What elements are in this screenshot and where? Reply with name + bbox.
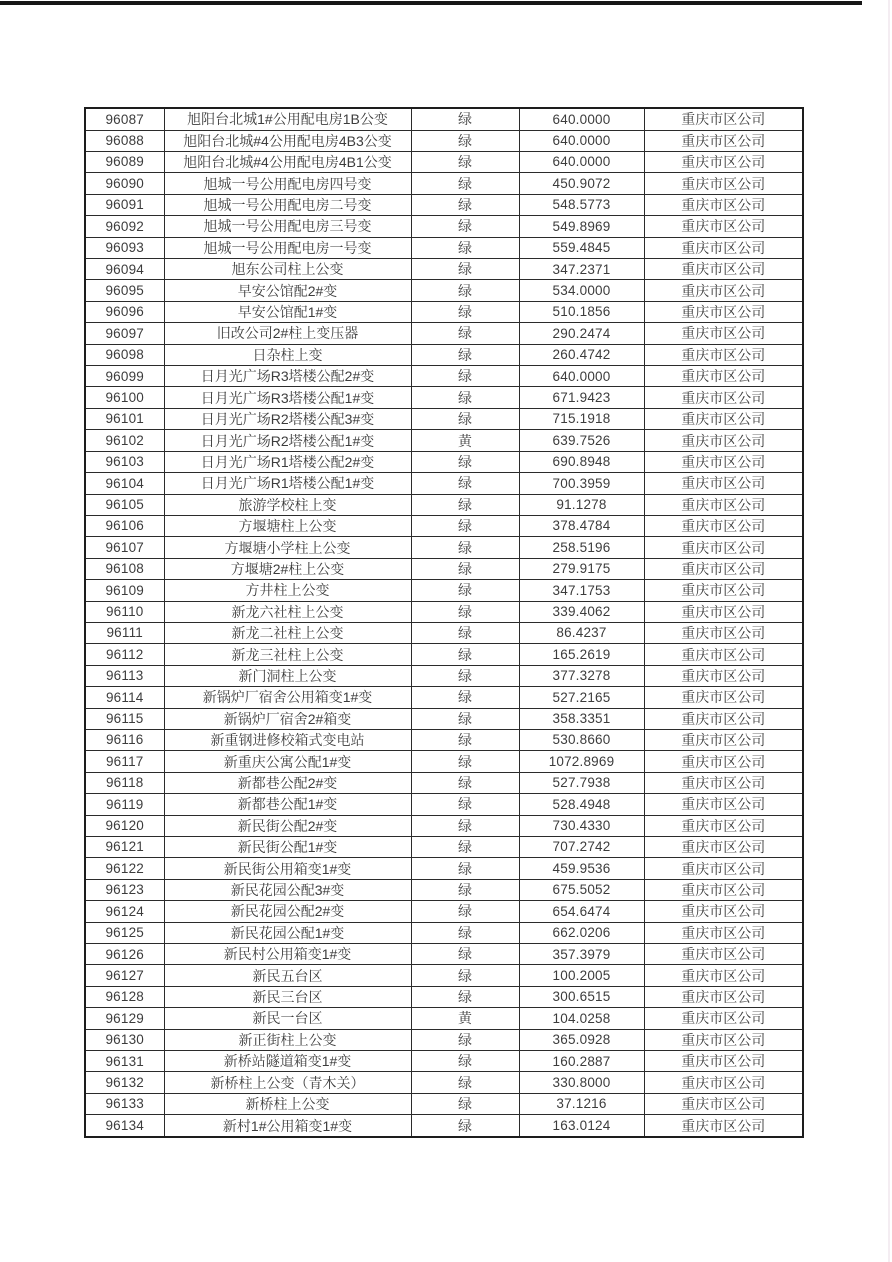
cell-status: 绿 bbox=[411, 344, 519, 365]
cell-name: 新民五台区 bbox=[164, 965, 411, 986]
cell-capacity: 347.2371 bbox=[519, 259, 644, 280]
table-row bbox=[85, 558, 803, 579]
cell-id: 96127 bbox=[85, 965, 164, 986]
table-row bbox=[85, 173, 803, 194]
cell-status: 绿 bbox=[411, 922, 519, 943]
cell-company: 重庆市区公司 bbox=[644, 451, 803, 472]
cell-capacity: 258.5196 bbox=[519, 537, 644, 558]
table-row bbox=[85, 580, 803, 601]
cell-name: 新锅炉厂宿舍公用箱变1#变 bbox=[164, 687, 411, 708]
cell-capacity: 640.0000 bbox=[519, 152, 644, 173]
cell-capacity: 165.2619 bbox=[519, 644, 644, 665]
table-row bbox=[85, 665, 803, 686]
table-row bbox=[85, 601, 803, 622]
cell-status: 黄 bbox=[411, 1008, 519, 1029]
cell-name: 方井柱上公变 bbox=[164, 580, 411, 601]
cell-capacity: 527.7938 bbox=[519, 772, 644, 793]
cell-name: 旭东公司柱上公变 bbox=[164, 259, 411, 280]
cell-status: 绿 bbox=[411, 622, 519, 643]
cell-name: 日月光广场R2塔楼公配1#变 bbox=[164, 430, 411, 451]
cell-company: 重庆市区公司 bbox=[644, 280, 803, 301]
cell-name: 方堰塘柱上公变 bbox=[164, 515, 411, 536]
cell-company: 重庆市区公司 bbox=[644, 1093, 803, 1114]
cell-id: 96109 bbox=[85, 580, 164, 601]
cell-name: 新门洞柱上公变 bbox=[164, 665, 411, 686]
cell-id: 96092 bbox=[85, 216, 164, 237]
cell-status: 绿 bbox=[411, 1072, 519, 1093]
cell-id: 96091 bbox=[85, 194, 164, 215]
cell-capacity: 548.5773 bbox=[519, 194, 644, 215]
cell-id: 96093 bbox=[85, 237, 164, 258]
cell-name: 新桥柱上公变 bbox=[164, 1093, 411, 1114]
cell-name: 新民街公用箱变1#变 bbox=[164, 858, 411, 879]
cell-capacity: 1072.8969 bbox=[519, 751, 644, 772]
cell-company: 重庆市区公司 bbox=[644, 537, 803, 558]
cell-capacity: 279.9175 bbox=[519, 558, 644, 579]
cell-capacity: 640.0000 bbox=[519, 130, 644, 151]
cell-id: 96096 bbox=[85, 301, 164, 322]
cell-capacity: 549.8969 bbox=[519, 216, 644, 237]
cell-name: 日月光广场R3塔楼公配2#变 bbox=[164, 366, 411, 387]
cell-id: 96111 bbox=[85, 622, 164, 643]
cell-capacity: 534.0000 bbox=[519, 280, 644, 301]
cell-status: 绿 bbox=[411, 323, 519, 344]
table-row bbox=[85, 108, 803, 130]
table-row bbox=[85, 622, 803, 643]
cell-name: 新重钢进修校箱式变电站 bbox=[164, 729, 411, 750]
cell-capacity: 290.2474 bbox=[519, 323, 644, 344]
cell-id: 96090 bbox=[85, 173, 164, 194]
cell-status: 绿 bbox=[411, 751, 519, 772]
cell-capacity: 559.4845 bbox=[519, 237, 644, 258]
cell-capacity: 640.0000 bbox=[519, 108, 644, 130]
cell-company: 重庆市区公司 bbox=[644, 130, 803, 151]
cell-capacity: 662.0206 bbox=[519, 922, 644, 943]
cell-name: 早安公馆配1#变 bbox=[164, 301, 411, 322]
table-row bbox=[85, 944, 803, 965]
table-container bbox=[84, 107, 804, 1138]
cell-status: 绿 bbox=[411, 729, 519, 750]
cell-capacity: 700.3959 bbox=[519, 473, 644, 494]
cell-name: 旭城一号公用配电房一号变 bbox=[164, 237, 411, 258]
cell-capacity: 91.1278 bbox=[519, 494, 644, 515]
cell-status: 绿 bbox=[411, 494, 519, 515]
table-row bbox=[85, 194, 803, 215]
table-row bbox=[85, 366, 803, 387]
cell-capacity: 690.8948 bbox=[519, 451, 644, 472]
cell-name: 日月光广场R2塔楼公配3#变 bbox=[164, 408, 411, 429]
cell-capacity: 347.1753 bbox=[519, 580, 644, 601]
cell-capacity: 459.9536 bbox=[519, 858, 644, 879]
table-row bbox=[85, 537, 803, 558]
table-row bbox=[85, 494, 803, 515]
cell-company: 重庆市区公司 bbox=[644, 323, 803, 344]
table-row bbox=[85, 387, 803, 408]
cell-id: 96123 bbox=[85, 879, 164, 900]
cell-status: 绿 bbox=[411, 944, 519, 965]
cell-status: 绿 bbox=[411, 194, 519, 215]
cell-capacity: 339.4062 bbox=[519, 601, 644, 622]
cell-capacity: 365.0928 bbox=[519, 1029, 644, 1050]
cell-company: 重庆市区公司 bbox=[644, 879, 803, 900]
cell-id: 96122 bbox=[85, 858, 164, 879]
cell-capacity: 357.3979 bbox=[519, 944, 644, 965]
cell-capacity: 330.8000 bbox=[519, 1072, 644, 1093]
table-row bbox=[85, 280, 803, 301]
cell-id: 96100 bbox=[85, 387, 164, 408]
table-row bbox=[85, 1051, 803, 1072]
cell-company: 重庆市区公司 bbox=[644, 751, 803, 772]
cell-company: 重庆市区公司 bbox=[644, 772, 803, 793]
cell-name: 新民花园公配3#变 bbox=[164, 879, 411, 900]
cell-id: 96095 bbox=[85, 280, 164, 301]
cell-id: 96094 bbox=[85, 259, 164, 280]
cell-id: 96119 bbox=[85, 794, 164, 815]
cell-capacity: 100.2005 bbox=[519, 965, 644, 986]
cell-id: 96124 bbox=[85, 901, 164, 922]
cell-name: 早安公馆配2#变 bbox=[164, 280, 411, 301]
cell-capacity: 671.9423 bbox=[519, 387, 644, 408]
cell-status: 绿 bbox=[411, 1051, 519, 1072]
cell-id: 96114 bbox=[85, 687, 164, 708]
cell-capacity: 530.8660 bbox=[519, 729, 644, 750]
scan-artifact-top-bar bbox=[0, 1, 862, 5]
cell-status: 绿 bbox=[411, 280, 519, 301]
cell-id: 96099 bbox=[85, 366, 164, 387]
table-body bbox=[85, 108, 803, 1137]
cell-status: 绿 bbox=[411, 130, 519, 151]
cell-company: 重庆市区公司 bbox=[644, 473, 803, 494]
cell-company: 重庆市区公司 bbox=[644, 794, 803, 815]
cell-id: 96097 bbox=[85, 323, 164, 344]
cell-capacity: 715.1918 bbox=[519, 408, 644, 429]
cell-id: 96134 bbox=[85, 1115, 164, 1137]
cell-name: 新锅炉厂宿舍2#箱变 bbox=[164, 708, 411, 729]
cell-company: 重庆市区公司 bbox=[644, 729, 803, 750]
cell-company: 重庆市区公司 bbox=[644, 408, 803, 429]
table-row bbox=[85, 259, 803, 280]
cell-id: 96125 bbox=[85, 922, 164, 943]
cell-status: 黄 bbox=[411, 430, 519, 451]
cell-id: 96121 bbox=[85, 837, 164, 858]
cell-name: 方堰塘2#柱上公变 bbox=[164, 558, 411, 579]
cell-name: 新正街柱上公变 bbox=[164, 1029, 411, 1050]
table-row bbox=[85, 515, 803, 536]
table-row bbox=[85, 473, 803, 494]
table-row bbox=[85, 837, 803, 858]
cell-id: 96089 bbox=[85, 152, 164, 173]
cell-name: 新都巷公配1#变 bbox=[164, 794, 411, 815]
cell-name: 旭阳台北城#4公用配电房4B3公变 bbox=[164, 130, 411, 151]
cell-status: 绿 bbox=[411, 772, 519, 793]
cell-id: 96126 bbox=[85, 944, 164, 965]
cell-name: 新都巷公配2#变 bbox=[164, 772, 411, 793]
table-row bbox=[85, 922, 803, 943]
cell-status: 绿 bbox=[411, 986, 519, 1007]
cell-company: 重庆市区公司 bbox=[644, 644, 803, 665]
cell-status: 绿 bbox=[411, 665, 519, 686]
cell-company: 重庆市区公司 bbox=[644, 922, 803, 943]
cell-id: 96130 bbox=[85, 1029, 164, 1050]
table-row bbox=[85, 301, 803, 322]
cell-company: 重庆市区公司 bbox=[644, 580, 803, 601]
cell-company: 重庆市区公司 bbox=[644, 152, 803, 173]
cell-company: 重庆市区公司 bbox=[644, 1008, 803, 1029]
cell-id: 96108 bbox=[85, 558, 164, 579]
cell-status: 绿 bbox=[411, 408, 519, 429]
cell-name: 新村1#公用箱变1#变 bbox=[164, 1115, 411, 1137]
cell-name: 日月光广场R3塔楼公配1#变 bbox=[164, 387, 411, 408]
cell-status: 绿 bbox=[411, 558, 519, 579]
cell-company: 重庆市区公司 bbox=[644, 815, 803, 836]
cell-name: 新龙二社柱上公变 bbox=[164, 622, 411, 643]
cell-status: 绿 bbox=[411, 837, 519, 858]
cell-company: 重庆市区公司 bbox=[644, 622, 803, 643]
cell-status: 绿 bbox=[411, 387, 519, 408]
cell-capacity: 510.1856 bbox=[519, 301, 644, 322]
cell-name: 旭城一号公用配电房四号变 bbox=[164, 173, 411, 194]
cell-id: 96128 bbox=[85, 986, 164, 1007]
cell-company: 重庆市区公司 bbox=[644, 965, 803, 986]
table-row bbox=[85, 1115, 803, 1137]
cell-id: 96103 bbox=[85, 451, 164, 472]
cell-status: 绿 bbox=[411, 708, 519, 729]
cell-company: 重庆市区公司 bbox=[644, 515, 803, 536]
cell-id: 96132 bbox=[85, 1072, 164, 1093]
cell-id: 96113 bbox=[85, 665, 164, 686]
table-row bbox=[85, 901, 803, 922]
cell-id: 96117 bbox=[85, 751, 164, 772]
cell-company: 重庆市区公司 bbox=[644, 858, 803, 879]
cell-name: 新民街公配1#变 bbox=[164, 837, 411, 858]
cell-status: 绿 bbox=[411, 580, 519, 601]
table-row bbox=[85, 708, 803, 729]
table-row bbox=[85, 344, 803, 365]
cell-name: 旭城一号公用配电房三号变 bbox=[164, 216, 411, 237]
cell-status: 绿 bbox=[411, 1115, 519, 1137]
cell-name: 新民一台区 bbox=[164, 1008, 411, 1029]
cell-status: 绿 bbox=[411, 794, 519, 815]
cell-status: 绿 bbox=[411, 473, 519, 494]
table-row bbox=[85, 237, 803, 258]
cell-company: 重庆市区公司 bbox=[644, 1072, 803, 1093]
cell-status: 绿 bbox=[411, 901, 519, 922]
cell-company: 重庆市区公司 bbox=[644, 387, 803, 408]
cell-company: 重庆市区公司 bbox=[644, 194, 803, 215]
cell-capacity: 527.2165 bbox=[519, 687, 644, 708]
cell-status: 绿 bbox=[411, 515, 519, 536]
cell-id: 96104 bbox=[85, 473, 164, 494]
cell-id: 96131 bbox=[85, 1051, 164, 1072]
cell-status: 绿 bbox=[411, 1029, 519, 1050]
cell-company: 重庆市区公司 bbox=[644, 1115, 803, 1137]
cell-capacity: 528.4948 bbox=[519, 794, 644, 815]
cell-company: 重庆市区公司 bbox=[644, 558, 803, 579]
cell-capacity: 104.0258 bbox=[519, 1008, 644, 1029]
cell-status: 绿 bbox=[411, 601, 519, 622]
cell-id: 96102 bbox=[85, 430, 164, 451]
cell-name: 新民花园公配1#变 bbox=[164, 922, 411, 943]
cell-name: 新桥站隧道箱变1#变 bbox=[164, 1051, 411, 1072]
cell-capacity: 160.2887 bbox=[519, 1051, 644, 1072]
cell-company: 重庆市区公司 bbox=[644, 601, 803, 622]
cell-capacity: 377.3278 bbox=[519, 665, 644, 686]
scan-artifact-right-line bbox=[888, 0, 890, 1262]
table-row bbox=[85, 130, 803, 151]
cell-id: 96118 bbox=[85, 772, 164, 793]
table-row bbox=[85, 729, 803, 750]
table-row bbox=[85, 644, 803, 665]
cell-status: 绿 bbox=[411, 1093, 519, 1114]
table-row bbox=[85, 858, 803, 879]
cell-id: 96115 bbox=[85, 708, 164, 729]
table-row bbox=[85, 772, 803, 793]
cell-capacity: 260.4742 bbox=[519, 344, 644, 365]
cell-name: 新民街公配2#变 bbox=[164, 815, 411, 836]
table-row bbox=[85, 751, 803, 772]
table-row bbox=[85, 430, 803, 451]
cell-company: 重庆市区公司 bbox=[644, 237, 803, 258]
cell-capacity: 163.0124 bbox=[519, 1115, 644, 1137]
cell-capacity: 450.9072 bbox=[519, 173, 644, 194]
cell-name: 新民三台区 bbox=[164, 986, 411, 1007]
table-row bbox=[85, 1093, 803, 1114]
cell-id: 96098 bbox=[85, 344, 164, 365]
cell-name: 日杂柱上变 bbox=[164, 344, 411, 365]
table-row bbox=[85, 1008, 803, 1029]
cell-id: 96110 bbox=[85, 601, 164, 622]
cell-id: 96106 bbox=[85, 515, 164, 536]
cell-company: 重庆市区公司 bbox=[644, 1029, 803, 1050]
cell-id: 96133 bbox=[85, 1093, 164, 1114]
table-row bbox=[85, 323, 803, 344]
cell-status: 绿 bbox=[411, 108, 519, 130]
cell-status: 绿 bbox=[411, 173, 519, 194]
cell-capacity: 640.0000 bbox=[519, 366, 644, 387]
cell-company: 重庆市区公司 bbox=[644, 430, 803, 451]
cell-name: 新重庆公寓公配1#变 bbox=[164, 751, 411, 772]
cell-name: 日月光广场R1塔楼公配1#变 bbox=[164, 473, 411, 494]
table-row bbox=[85, 794, 803, 815]
cell-status: 绿 bbox=[411, 152, 519, 173]
cell-company: 重庆市区公司 bbox=[644, 366, 803, 387]
cell-status: 绿 bbox=[411, 858, 519, 879]
cell-status: 绿 bbox=[411, 301, 519, 322]
cell-company: 重庆市区公司 bbox=[644, 837, 803, 858]
cell-company: 重庆市区公司 bbox=[644, 1051, 803, 1072]
cell-status: 绿 bbox=[411, 815, 519, 836]
table-row bbox=[85, 965, 803, 986]
cell-company: 重庆市区公司 bbox=[644, 108, 803, 130]
table-row bbox=[85, 1072, 803, 1093]
cell-capacity: 37.1216 bbox=[519, 1093, 644, 1114]
cell-company: 重庆市区公司 bbox=[644, 665, 803, 686]
cell-status: 绿 bbox=[411, 237, 519, 258]
cell-status: 绿 bbox=[411, 965, 519, 986]
cell-name: 旭阳台北城1#公用配电房1B公变 bbox=[164, 108, 411, 130]
cell-id: 96087 bbox=[85, 108, 164, 130]
cell-capacity: 730.4330 bbox=[519, 815, 644, 836]
cell-status: 绿 bbox=[411, 644, 519, 665]
cell-name: 新龙六社柱上公变 bbox=[164, 601, 411, 622]
cell-id: 96088 bbox=[85, 130, 164, 151]
table-row bbox=[85, 815, 803, 836]
cell-status: 绿 bbox=[411, 451, 519, 472]
cell-name: 新桥柱上公变（青木关） bbox=[164, 1072, 411, 1093]
cell-id: 96105 bbox=[85, 494, 164, 515]
transformer-records-table bbox=[84, 107, 804, 1138]
table-row bbox=[85, 986, 803, 1007]
cell-status: 绿 bbox=[411, 216, 519, 237]
cell-name: 旭城一号公用配电房二号变 bbox=[164, 194, 411, 215]
cell-name: 新龙三社柱上公变 bbox=[164, 644, 411, 665]
table-row bbox=[85, 879, 803, 900]
cell-status: 绿 bbox=[411, 537, 519, 558]
cell-id: 96116 bbox=[85, 729, 164, 750]
table-row bbox=[85, 216, 803, 237]
cell-status: 绿 bbox=[411, 366, 519, 387]
cell-capacity: 300.6515 bbox=[519, 986, 644, 1007]
table-row bbox=[85, 451, 803, 472]
cell-capacity: 86.4237 bbox=[519, 622, 644, 643]
cell-capacity: 378.4784 bbox=[519, 515, 644, 536]
cell-name: 方堰塘小学柱上公变 bbox=[164, 537, 411, 558]
cell-company: 重庆市区公司 bbox=[644, 708, 803, 729]
cell-company: 重庆市区公司 bbox=[644, 986, 803, 1007]
cell-company: 重庆市区公司 bbox=[644, 944, 803, 965]
table-row bbox=[85, 1029, 803, 1050]
cell-company: 重庆市区公司 bbox=[644, 687, 803, 708]
cell-company: 重庆市区公司 bbox=[644, 344, 803, 365]
cell-capacity: 639.7526 bbox=[519, 430, 644, 451]
cell-status: 绿 bbox=[411, 259, 519, 280]
cell-name: 旧改公司2#柱上变压器 bbox=[164, 323, 411, 344]
cell-company: 重庆市区公司 bbox=[644, 301, 803, 322]
cell-id: 96120 bbox=[85, 815, 164, 836]
cell-capacity: 358.3351 bbox=[519, 708, 644, 729]
cell-name: 旭阳台北城#4公用配电房4B1公变 bbox=[164, 152, 411, 173]
cell-id: 96129 bbox=[85, 1008, 164, 1029]
cell-id: 96101 bbox=[85, 408, 164, 429]
cell-capacity: 707.2742 bbox=[519, 837, 644, 858]
table-row bbox=[85, 687, 803, 708]
table-row bbox=[85, 152, 803, 173]
cell-name: 日月光广场R1塔楼公配2#变 bbox=[164, 451, 411, 472]
cell-name: 新民村公用箱变1#变 bbox=[164, 944, 411, 965]
cell-company: 重庆市区公司 bbox=[644, 216, 803, 237]
cell-status: 绿 bbox=[411, 879, 519, 900]
cell-name: 新民花园公配2#变 bbox=[164, 901, 411, 922]
cell-status: 绿 bbox=[411, 687, 519, 708]
cell-company: 重庆市区公司 bbox=[644, 901, 803, 922]
cell-id: 96112 bbox=[85, 644, 164, 665]
cell-capacity: 675.5052 bbox=[519, 879, 644, 900]
cell-id: 96107 bbox=[85, 537, 164, 558]
cell-company: 重庆市区公司 bbox=[644, 494, 803, 515]
cell-company: 重庆市区公司 bbox=[644, 259, 803, 280]
cell-name: 旅游学校柱上变 bbox=[164, 494, 411, 515]
cell-company: 重庆市区公司 bbox=[644, 173, 803, 194]
cell-capacity: 654.6474 bbox=[519, 901, 644, 922]
table-row bbox=[85, 408, 803, 429]
